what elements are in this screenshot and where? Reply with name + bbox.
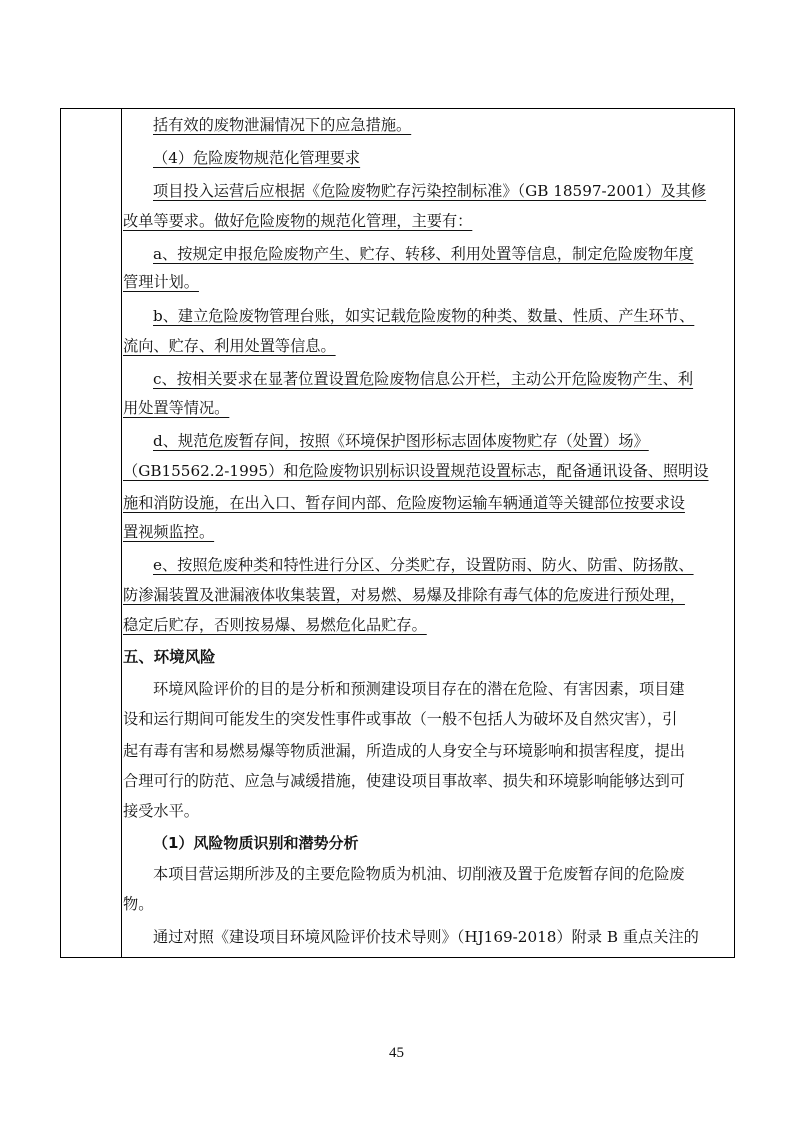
text-line: 环境风险评价的目的是分析和预测建设项目存在的潜在危险、有害因素，项目建 (153, 680, 685, 698)
text-line: 置视频监控。 (123, 523, 215, 541)
text-line: 本项目营运期所涉及的主要危险物质为机油、切削液及置于危废暂存间的危险废 (153, 865, 685, 883)
text-line: 改单等要求。做好危险废物的规范化管理，主要有： (123, 212, 473, 230)
text-line: 合理可行的防范、应急与减缓措施，使建设项目事故率、损失和环境影响能够达到可 (123, 772, 685, 790)
table-frame (60, 108, 735, 958)
text-line: b、建立危险废物管理台账，如实记载危险废物的种类、数量、性质、产生环节、 (153, 307, 695, 325)
text-line: 项目投入运营后应根据《危险废物贮存污染控制标准》（GB 18597-2001）及其修 (153, 182, 707, 200)
text-line: a、按规定申报危险废物产生、贮存、转移、利用处置等信息，制定危险废物年度 (153, 245, 694, 263)
text-line: 流向、贮存、利用处置等信息。 (123, 337, 336, 355)
text-line: 管理计划。 (123, 273, 199, 291)
text-line: 接受水平。 (123, 802, 199, 820)
section-heading: 五、环境风险 (123, 648, 216, 666)
text-line: 物。 (123, 895, 154, 913)
text-line: 括有效的废物泄漏情况下的应急措施。 (153, 116, 412, 134)
text-line: 施和消防设施，在出入口、暂存间内部、危险废物运输车辆通道等关键部位按要求设 (123, 494, 685, 512)
page-number: 45 (389, 1045, 404, 1061)
text-line: 防渗漏装置及泄漏液体收集装置，对易燃、易爆及排除有毒气体的危废进行预处理， (123, 586, 685, 604)
text-line: 起有毒有害和易燃易爆等物质泄漏，所造成的人身安全与环境影响和损害程度，提出 (123, 742, 685, 760)
text-line: 通过对照《建设项目环境风险评价技术导则》（HJ169-2018）附录 B 重点关注的 (153, 928, 699, 946)
text-line: e、按照危废种类和特性进行分区、分类贮存，设置防雨、防火、防雷、防扬散、 (153, 556, 694, 574)
text-line: c、按相关要求在显著位置设置危险废物信息公开栏，主动公开危险废物产生、利 (153, 370, 694, 388)
content-cell (123, 109, 734, 957)
left-column-cell (61, 109, 122, 957)
subsection-heading: （1）风险物质识别和潜势分析 (153, 834, 359, 852)
text-line: （GB15562.2-1995）和危险废物识别标识设置规范设置标志，配备通讯设备、照明设 (123, 462, 709, 480)
text-line: 用处置等情况。 (123, 399, 230, 417)
text-line: 设和运行期间可能发生的突发性事件或事故（一般不包括人为破坏及自然灾害），引 (123, 710, 678, 728)
text-line: d、规范危废暂存间，按照《环境保护图形标志固体废物贮存（处置）场》 (153, 432, 649, 450)
subsection-heading: （4）危险废物规范化管理要求 (153, 149, 361, 167)
text-line: 稳定后贮存，否则按易爆、易燃危化品贮存。 (123, 616, 427, 634)
